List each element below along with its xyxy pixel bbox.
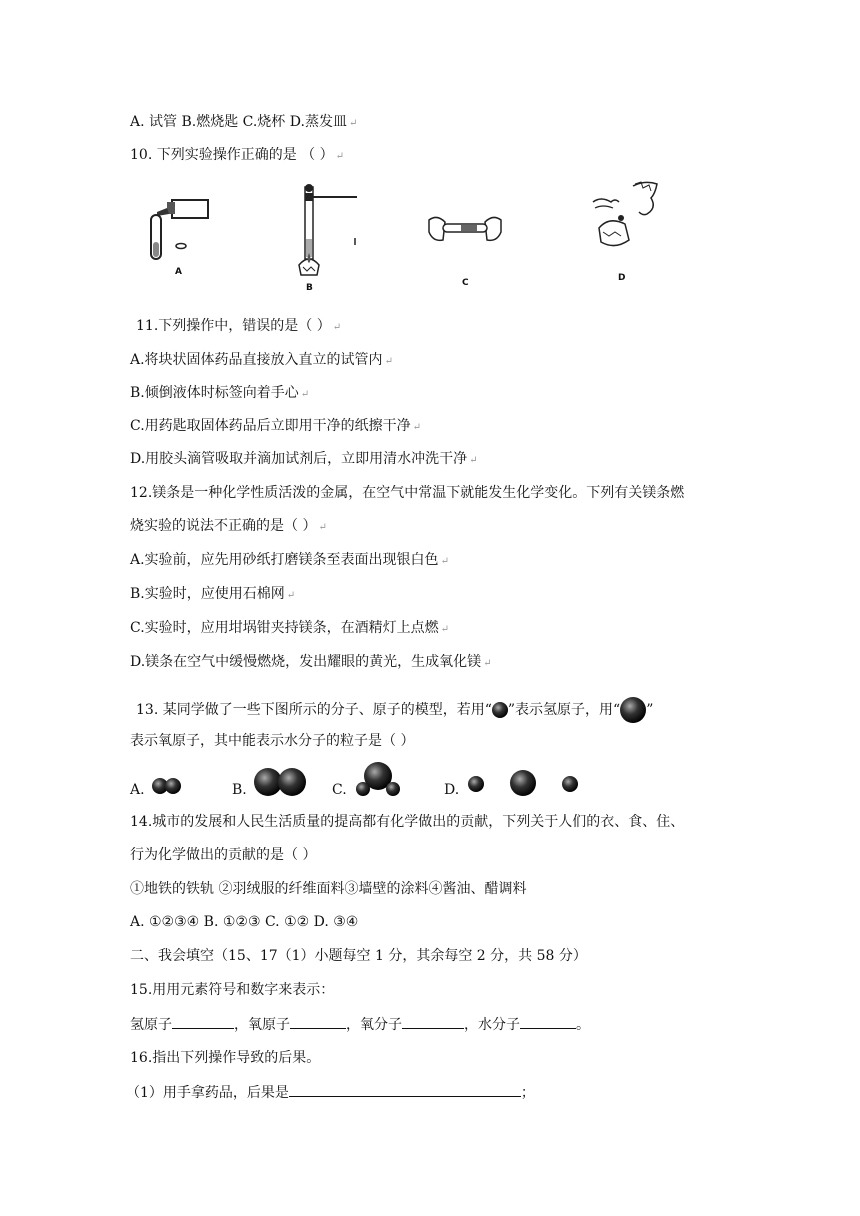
oxygen-atom-icon: [510, 770, 536, 796]
q15-blanks: 氢原子 ，氧原子 ，氧分子 ，水分子 。: [130, 1014, 590, 1035]
q14-options: A. ①②③④ B. ①②③ C. ①② D. ③④: [130, 914, 359, 930]
q12-option-d: D.镁条在空气中缓慢燃烧，发出耀眼的黄光，生成氧化镁 ↵: [130, 654, 492, 670]
q11-stem: 11.下列操作中，错误的是（ ） ↵: [136, 318, 342, 334]
answer-blank[interactable]: [520, 1014, 576, 1029]
oxygen-atom-icon: [620, 697, 646, 723]
q13-option-d: D.: [444, 782, 460, 798]
hydrogen-atom-icon: [562, 776, 578, 792]
answer-blank[interactable]: [289, 1082, 521, 1097]
answer-blank[interactable]: [172, 1014, 234, 1029]
q10-figure-d: [585, 180, 665, 255]
q13-option-b: B.: [232, 782, 247, 798]
q12-option-a: A.实验前，应先用砂纸打磨镁条至表面出现银白色 ↵: [130, 552, 449, 568]
q15-stem: 15.用用元素符号和数字来表示：: [130, 982, 335, 998]
q12-option-b: B.实验时，应使用石棉网 ↵: [130, 586, 296, 602]
q10-label-d: D: [618, 273, 626, 283]
q16-stem: 16.指出下列操作导致的后果。: [130, 1050, 321, 1066]
q11-option-c: C.用药匙取固体药品后立即用干净的纸擦干净 ↵: [130, 418, 422, 434]
q13-option-c: C.: [332, 782, 347, 798]
q13-option-a: A.: [130, 782, 145, 798]
q11-option-d: D.用胶头滴管吸取并滴加试剂后，立即用清水冲洗干净 ↵: [130, 451, 478, 467]
q10-label-c: C: [462, 278, 469, 288]
q12-stem-line1: 12.镁条是一种化学性质活泼的金属，在空气中常温下就能发生化学变化。下列有关镁条燃: [130, 485, 685, 501]
q10-label-b: B: [306, 283, 313, 293]
q11-option-b: B.倾倒液体时标签向着手心 ↵: [130, 385, 310, 401]
q16-item-1: （1）用手拿药品，后果是 ；: [126, 1082, 535, 1103]
q12-option-c: C.实验时，应用坩埚钳夹持镁条，在酒精灯上点燃 ↵: [130, 620, 450, 636]
q10-stem: 10. 下列实验操作正确的是 （ ） ↵: [130, 147, 345, 163]
q14-items: ①地铁的铁轨 ②羽绒服的纤维面料③墙壁的涂料④酱油、醋调料: [130, 881, 527, 897]
answer-blank[interactable]: [402, 1014, 464, 1029]
q10-label-a: A: [175, 267, 182, 277]
hydrogen-atom-icon: [468, 776, 484, 792]
q9-options: A. 试管 B.燃烧匙 C.烧杯 D.蒸发皿 ↵: [130, 114, 358, 130]
q10-figure-c: [425, 210, 505, 250]
hydrogen-atom-icon: [386, 782, 400, 796]
q14-stem-line1: 14.城市的发展和人民生活质量的提高都有化学做出的贡献，下列关于人们的衣、食、住、: [130, 814, 685, 830]
answer-blank[interactable]: [290, 1014, 346, 1029]
q10-figure-a: [145, 190, 215, 275]
section-2-heading: 二、我会填空（15、17（1）小题每空 1 分，其余每空 2 分，共 58 分）: [130, 948, 587, 964]
hydrogen-atom-icon: [165, 778, 181, 794]
q13-stem-line2: 表示氧原子，其中能表示水分子的粒子是（ ）: [130, 733, 415, 749]
hydrogen-atom-icon: [356, 782, 370, 796]
q13-stem-line1: 13. 某同学做了一些下图所示的分子、原子的模型，若用“ ”表示氢原子，用“ ”: [136, 697, 653, 723]
q10-figure-b: [285, 183, 365, 283]
q14-stem-line2: 行为化学做出的贡献的是（ ）: [130, 847, 317, 863]
q12-stem-line2: 烧实验的说法不正确的是（ ） ↵: [130, 518, 327, 534]
hydrogen-atom-icon: [492, 702, 508, 718]
q11-option-a: A.将块状固体药品直接放入直立的试管内 ↵: [130, 352, 393, 368]
oxygen-atom-icon: [278, 768, 306, 796]
